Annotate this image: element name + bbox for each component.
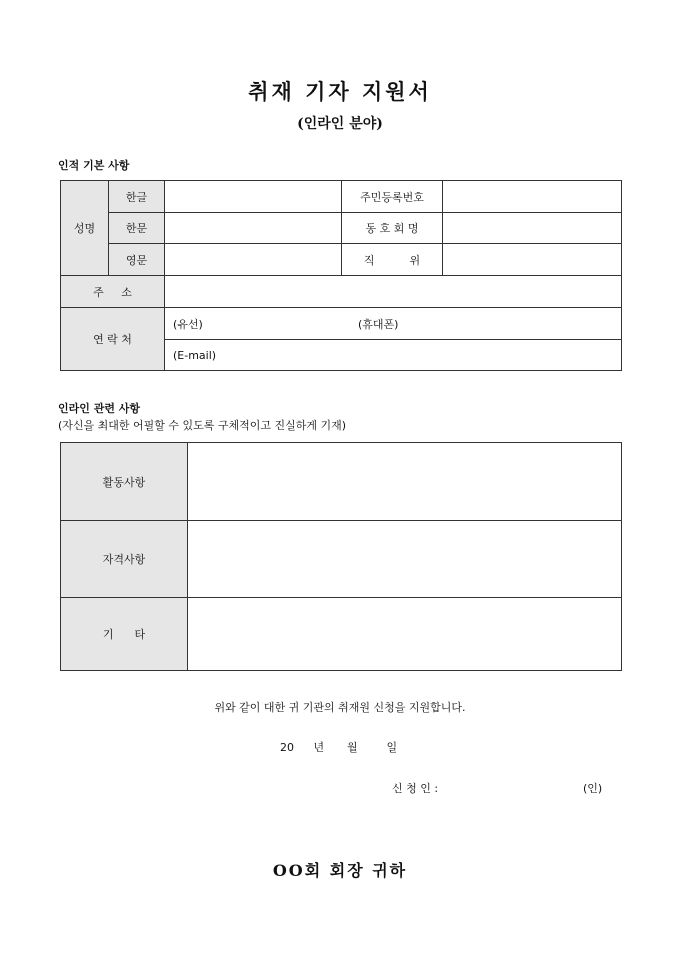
day-label: 일: [386, 741, 398, 754]
resident-no-label: 주민등록번호: [342, 181, 443, 213]
activity-field[interactable]: [188, 443, 622, 521]
seal-label: (인): [583, 782, 603, 795]
date-row: [280, 739, 397, 755]
hangul-name-field[interactable]: [165, 181, 342, 213]
name-label: 성명: [61, 181, 109, 276]
form-title: 취재 기자 지원서: [248, 79, 432, 104]
address-field[interactable]: [165, 276, 622, 308]
qualification-label: 자격사항: [61, 521, 188, 598]
hanja-name-field[interactable]: [165, 213, 342, 244]
mobile-label: (휴대폰): [358, 317, 399, 331]
personal-info-table: [60, 180, 622, 371]
contact-label: 연 락 처: [61, 308, 165, 371]
application-statement: 위와 같이 대한 귀 기관의 취재원 신청을 지원합니다.: [214, 701, 466, 714]
year-prefix: 20: [280, 741, 294, 754]
qualification-field[interactable]: [188, 521, 622, 598]
inline-info-table: [60, 442, 622, 671]
hangul-label: 한글: [109, 181, 165, 213]
applicant-label: 신 청 인 :: [392, 782, 439, 795]
landline-label: (유선): [173, 317, 203, 331]
section-inline-title: 인라인 관련 사항: [58, 402, 141, 415]
etc-field[interactable]: [188, 598, 622, 671]
resident-no-field[interactable]: [443, 181, 622, 213]
month-label: 월: [347, 741, 358, 754]
position-field[interactable]: [443, 244, 622, 276]
section-inline-note: (자신을 최대한 어필할 수 있도록 구체적이고 진실하게 기재): [58, 419, 347, 432]
email-label: (E-mail): [173, 348, 217, 362]
year-label: 년: [313, 741, 325, 754]
address-label: 주 소: [61, 276, 165, 308]
club-field[interactable]: [443, 213, 622, 244]
position-label: 직 위: [342, 244, 443, 276]
form-subtitle: (인라인 분야): [297, 116, 383, 132]
english-name-field[interactable]: [165, 244, 342, 276]
email-field[interactable]: [165, 340, 622, 371]
section-personal-title: 인적 기본 사항: [58, 159, 130, 172]
club-label: 동 호 회 명: [342, 213, 443, 244]
etc-label: 기 타: [61, 598, 188, 671]
english-label: 영문: [109, 244, 165, 276]
phone-field[interactable]: [165, 308, 622, 340]
addressee: OO회 회장 귀하: [272, 861, 408, 880]
hanja-label: 한문: [109, 213, 165, 244]
activity-label: 활동사항: [61, 443, 188, 521]
